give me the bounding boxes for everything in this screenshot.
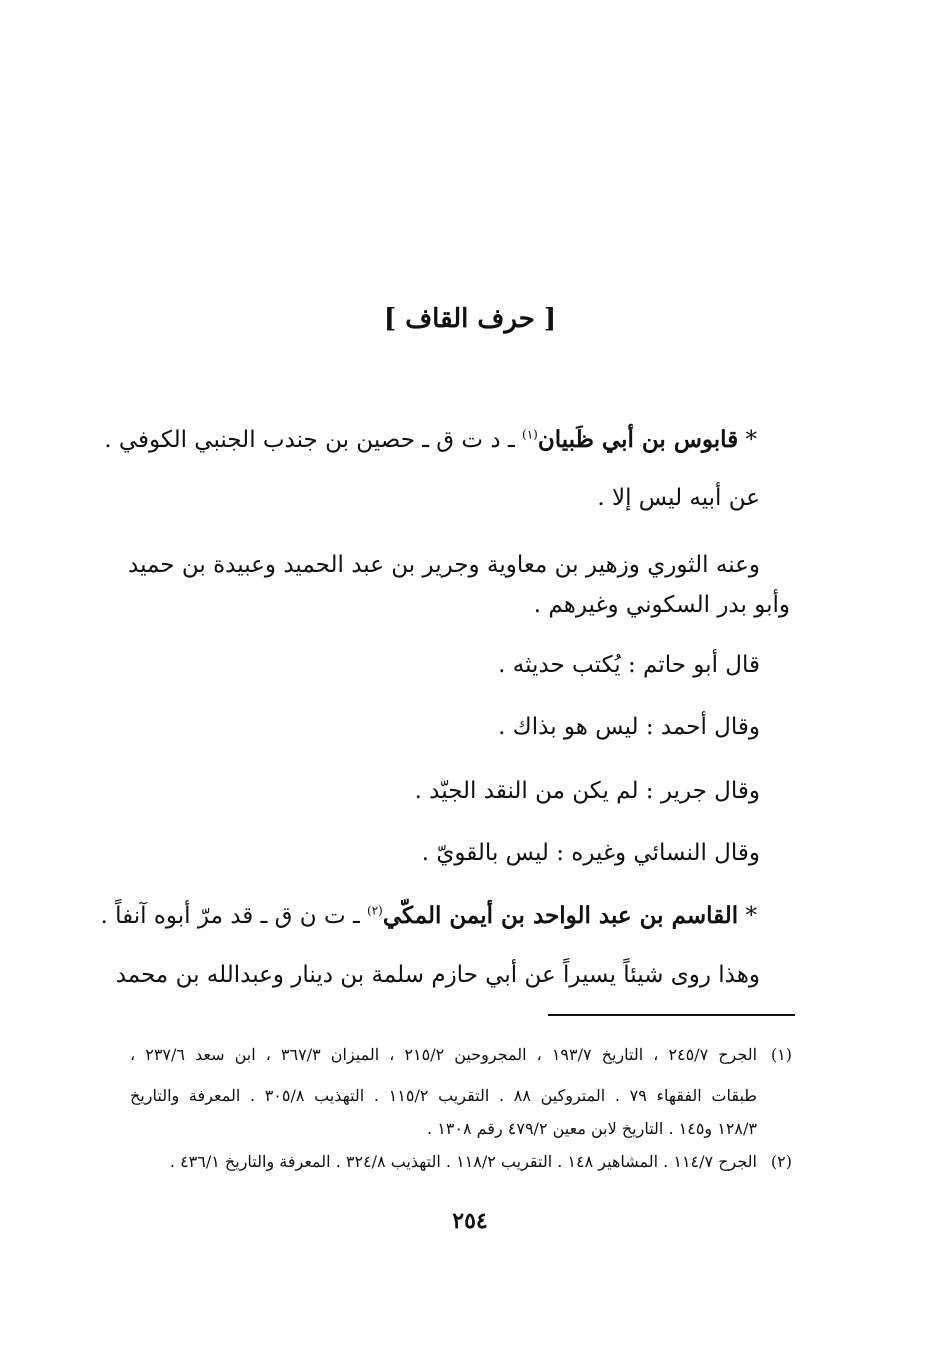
footnote-number: (١) (770, 1045, 792, 1064)
footnote-divider (548, 1014, 795, 1016)
body-line: وهذا روى شيئاً يسيراً عن أبي حازم سلمة بن دينار وعبدالله بن محمد (115, 962, 760, 988)
entry-details: ـ د ت ق ـ حصين بن جندب الجنبي الكوفي . (104, 427, 515, 453)
body-line: وقال النسائي وغيره : ليس بالقويّ . (421, 840, 760, 866)
footnote-line: الجرح ٢٤٥/٧ ، التاريخ ١٩٣/٧ ، المجروحين ٢١٥/٢ ، الميزان ٣٦٧/٣ ، ابن سعد ٢٣٧/٦ ، (130, 1045, 758, 1064)
body-line: عن أبيه ليس إلا . (597, 485, 760, 511)
entry-name: قابوس بن أبي ظَبيان (537, 426, 739, 453)
footnote-number: (٢) (770, 1152, 792, 1171)
footnote-line: الجرح ١١٤/٧ . المشاهير ١٤٨ . التقريب ١١٨/٢ . التهذيب ٣٢٤/٨ . المعرفة والتاريخ ٤٣٦/١ . (169, 1152, 757, 1171)
footnote-ref: (١) (522, 427, 538, 442)
entry-details: ـ ت ن ق ـ قد مرّ أبوه آنفاً . (100, 903, 360, 929)
footnote-line: ١٢٨/٣ و١٤٥ . التاريخ لابن معين ٤٧٩/٢ رقم ١٣٠٨ . (427, 1119, 757, 1138)
entry-bullet: * (745, 903, 757, 929)
body-line: قال أبو حاتم : يُكتب حديثه . (498, 652, 760, 678)
page-number: ٢٥٤ (452, 1208, 488, 1234)
body-line: وقال جرير : لم يكن من النقد الجيّد . (414, 778, 760, 804)
entry-heading-qabus (104, 426, 757, 453)
entry-bullet: * (745, 427, 757, 453)
body-line: وعنه الثوري وزهير بن معاوية وجرير بن عبد الحميد وعبيدة بن حميد (128, 552, 760, 578)
body-line: وأبو بدر السكوني وغيرهم . (533, 592, 790, 618)
footnote-line: طبقات الفقهاء ٧٩ . المتروكين ٨٨ . التقريب ١١٥/٢ . التهذيب ٣٠٥/٨ . المعرفة والتاريخ (130, 1086, 758, 1105)
footnote-ref: (٢) (367, 903, 383, 918)
chapter-title: [ حرف القاف ] (383, 304, 557, 334)
body-line: وقال أحمد : ليس هو بذاك . (498, 714, 760, 740)
entry-name: القاسم بن عبد الواحد بن أيمن المكّي (382, 902, 739, 929)
entry-heading-qasim (100, 902, 757, 929)
